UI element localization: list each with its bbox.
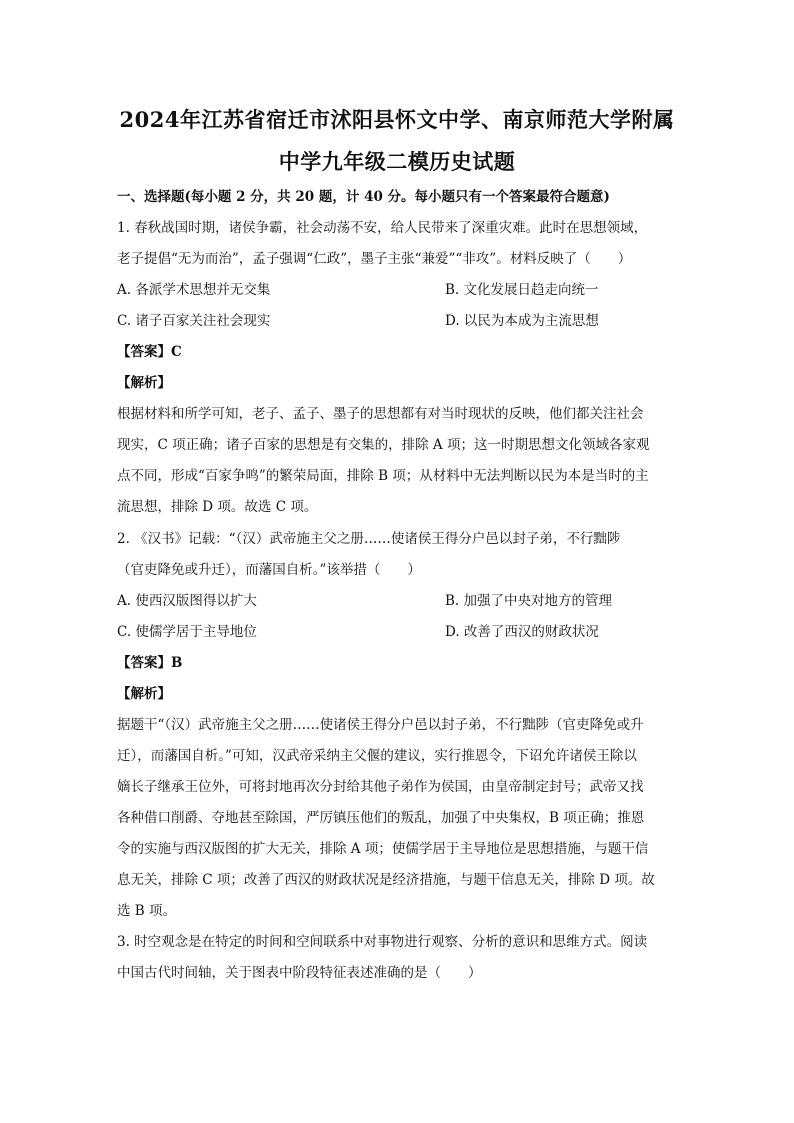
question-2-option-a: A. 使西汉版图得以扩大 [117, 593, 257, 609]
question-1-analysis-line-2: 现实，C 项正确；诸子百家的思想是有交集的，排除 A 项；这一时期思想文化领域各家观 [117, 437, 650, 453]
question-2-option-d: D. 改善了西汉的财政状况 [445, 624, 599, 640]
question-2-analysis-line-2: 迁），而藩国自析。”可知，汉武帝采纳主父偃的建议，实行推恩令，下诏允许诸侯王除以 [117, 748, 637, 764]
question-2-answer: 【答案】B [117, 655, 183, 671]
question-1-option-c: C. 诸子百家关注社会现实 [117, 313, 271, 329]
question-1-analysis-line-1: 根据材料和所学可知，老子、孟子、墨子的思想都有对当时现状的反映，他们都关注社会 [117, 406, 644, 422]
question-1-stem-line-2: 老子提倡“无为而治”，孟子强调“仁政”，墨子主张“兼爱”“非攻”。材料反映了（ ） [117, 251, 632, 267]
question-2-analysis-line-1: 据题干“（汉）武帝施主父之册……使诸侯王得分户邑以封子弟，不行黜陟（官吏降免或升 [117, 717, 644, 733]
question-2-analysis-line-4: 各种借口削爵、夺地甚至除国，严厉镇压他们的叛乱，加强了中央集权，B 项正确；推恩 [117, 810, 645, 826]
section-heading: 一、选择题(每小题 2 分，共 20 题，计 40 分。每小题只有一个答案最符合题意) [117, 189, 610, 205]
question-3-stem-line-1: 3. 时空观念是在特定的时间和空间联系中对事物进行观察、分析的意识和思维方式。阅读 [117, 934, 648, 950]
document-title-line-1: 2024年江苏省宿迁市沭阳县怀文中学、南京师范大学附属 [119, 107, 675, 132]
question-1-option-b: B. 文化发展日趋走向统一 [445, 282, 599, 298]
question-2-option-b: B. 加强了中央对地方的管理 [445, 593, 613, 609]
question-1-analysis-line-4: 流思想，排除 D 项。故选 C 项。 [117, 499, 318, 515]
question-2-option-c: C. 使儒学居于主导地位 [117, 624, 257, 640]
question-1-analysis-line-3: 点不同，形成“百家争鸣”的繁荣局面，排除 B 项；从材料中无法判断以民为本是当时的主 [117, 468, 649, 484]
question-2-analysis-line-3: 嫡长子继承王位外，可将封地再次分封给其他子弟作为侯国，由皇帝制定封号；武帝又找 [117, 779, 644, 795]
question-1-option-a: A. 各派学术思想并无交集 [117, 282, 271, 298]
question-1-analysis-label: 【解析】 [117, 375, 171, 391]
question-1-option-d: D. 以民为本成为主流思想 [445, 313, 599, 329]
question-2-analysis-line-7: 选 B 项。 [117, 903, 177, 919]
question-2-analysis-label: 【解析】 [117, 686, 171, 702]
question-3-stem-line-2: 中国古代时间轴，关于图表中阶段特征表述准确的是（ ） [117, 965, 482, 981]
question-2-stem-line-1: 2. 《汉书》记载：“（汉）武帝施主父之册……使诸侯王得分户邑以封子弟，不行黜陟 [117, 531, 621, 547]
question-2-analysis-line-5: 令的实施与西汉版图的扩大无关，排除 A 项；使儒学居于主导地位是思想措施，与题干信 [117, 841, 649, 857]
question-2-analysis-line-6: 息无关，排除 C 项；改善了西汉的财政状况是经济措施，与题干信息无关，排除 D 项。故 [117, 872, 655, 888]
question-1-stem-line-1: 1. 春秋战国时期，诸侯争霸，社会动荡不安，给人民带来了深重灾难。此时在思想领域， [117, 220, 648, 236]
question-1-answer: 【答案】C [117, 344, 182, 360]
question-2-stem-line-2: （官吏降免或升迁），而藩国自析。”该举措（ ） [117, 562, 421, 578]
document-title-line-2: 中学九年级二模历史试题 [278, 149, 516, 174]
